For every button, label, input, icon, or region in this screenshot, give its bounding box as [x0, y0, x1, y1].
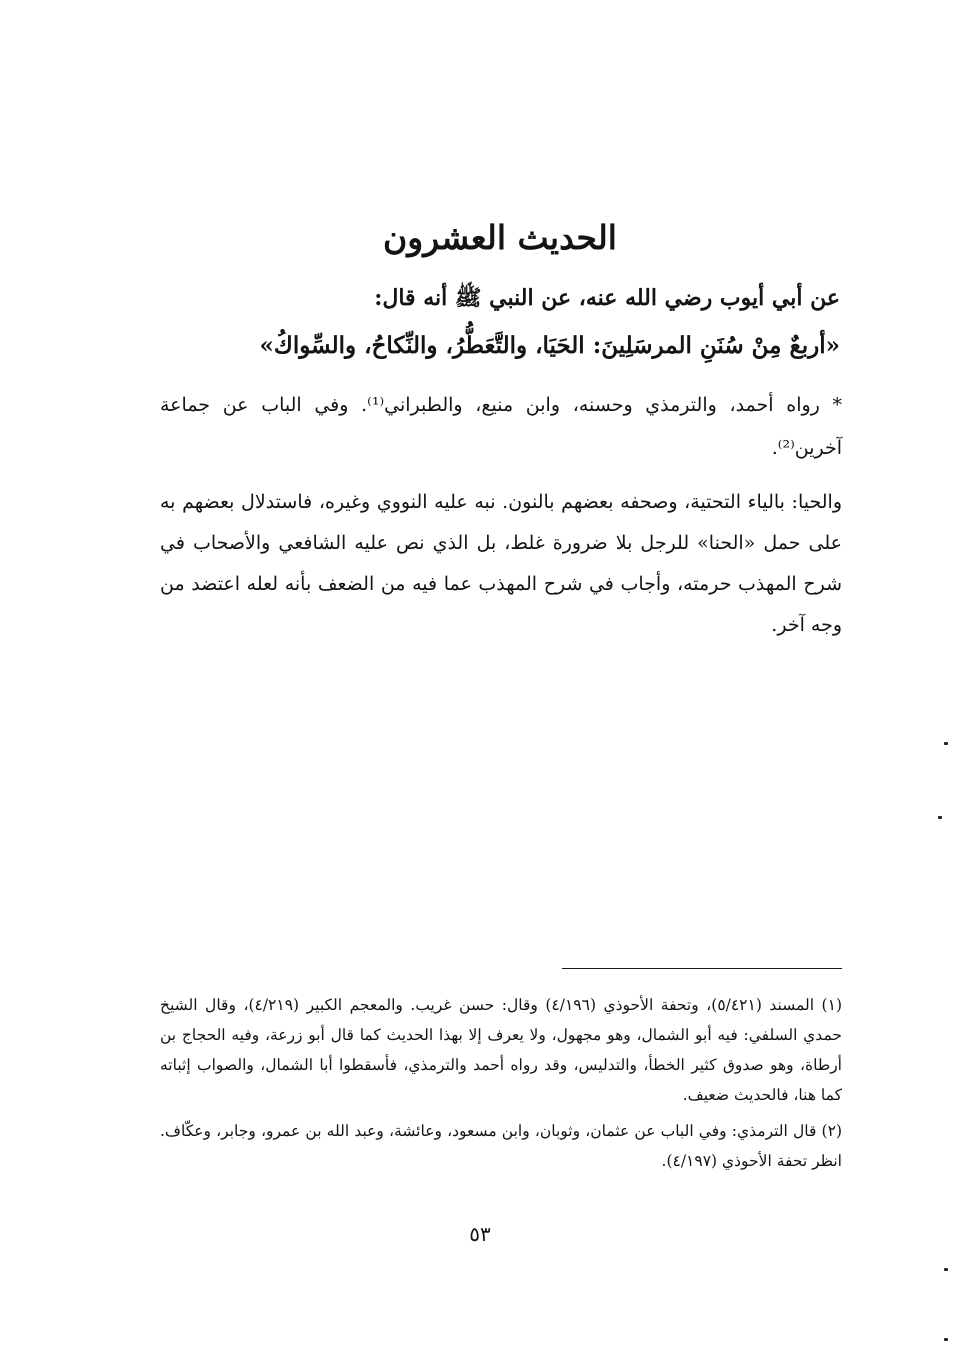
chapter-title: الحديث العشرون — [383, 218, 617, 257]
page-number: ٥٣ — [469, 1222, 491, 1246]
hadith-narration: عن أبي أيوب رضي الله عنه، عن النبي ﷺ أنه قال: — [374, 285, 840, 311]
hadith-text: «أربعٌ مِنْ سُنَنِ المرسَلِينَ: الحَيَا، والتَّعَطُّرُ، والنِّكاحُ، والسِّواكُ» — [259, 332, 840, 359]
scan-speck — [944, 1338, 948, 1341]
scan-speck — [944, 742, 948, 745]
footnote-separator — [562, 968, 842, 969]
scan-speck — [944, 1268, 948, 1271]
footnote-2: (٢) قال الترمذي: وفي الباب عن عثمان، وثوبان، وابن مسعود، وعائشة، وعبد الله بن عمرو، وجابر، وعكّاف. انظر تحفة الأحوذي (٤/١٩٧). — [160, 1122, 842, 1170]
footnote-1: (١) المسند (٥/٤٢١)، وتحفة الأحوذي (٤/١٩٦) وقال: حسن غريب. والمعجم الكبير (٤/٢١٩)، وقال الشيخ حمدي السلفي: فيه أبو الشمال، وهو مجهول، ولا يعرف إلا بهذا الحديث كما قال أبو زرعة، وفيه الحجاج بن أرطاة، وهو صدوق كثير الخطأ، والتدليس، وقد رواه أحمد والترمذي، فأسقطوا أبا الشمال، والصواب إثباته كما هنا، فالحديث ضعيف. — [160, 996, 842, 1104]
scan-speck — [938, 816, 942, 819]
takhrij-paragraph: * رواه أحمد، والترمذي وحسنه، وابن منيع، والطبراني⁽¹⁾. وفي الباب عن جماعة آخرين⁽²⁾. — [160, 394, 842, 459]
commentary-paragraph: والحيا: بالياء التحتية، وصحفه بعضهم بالنون. نبه عليه النووي وغيره، فاستدلال بعضهم به على حمل «الحنا» للرجل بلا ضرورة غلط، بل الذي نص عليه الشافعي والأصحاب في شرح المهذب حرمته، وأجاب في شرح المهذب عما فيه من الضعف بأنه لعله اعتضد من وجه آخر. — [160, 491, 842, 636]
footnotes-list — [160, 990, 842, 1182]
